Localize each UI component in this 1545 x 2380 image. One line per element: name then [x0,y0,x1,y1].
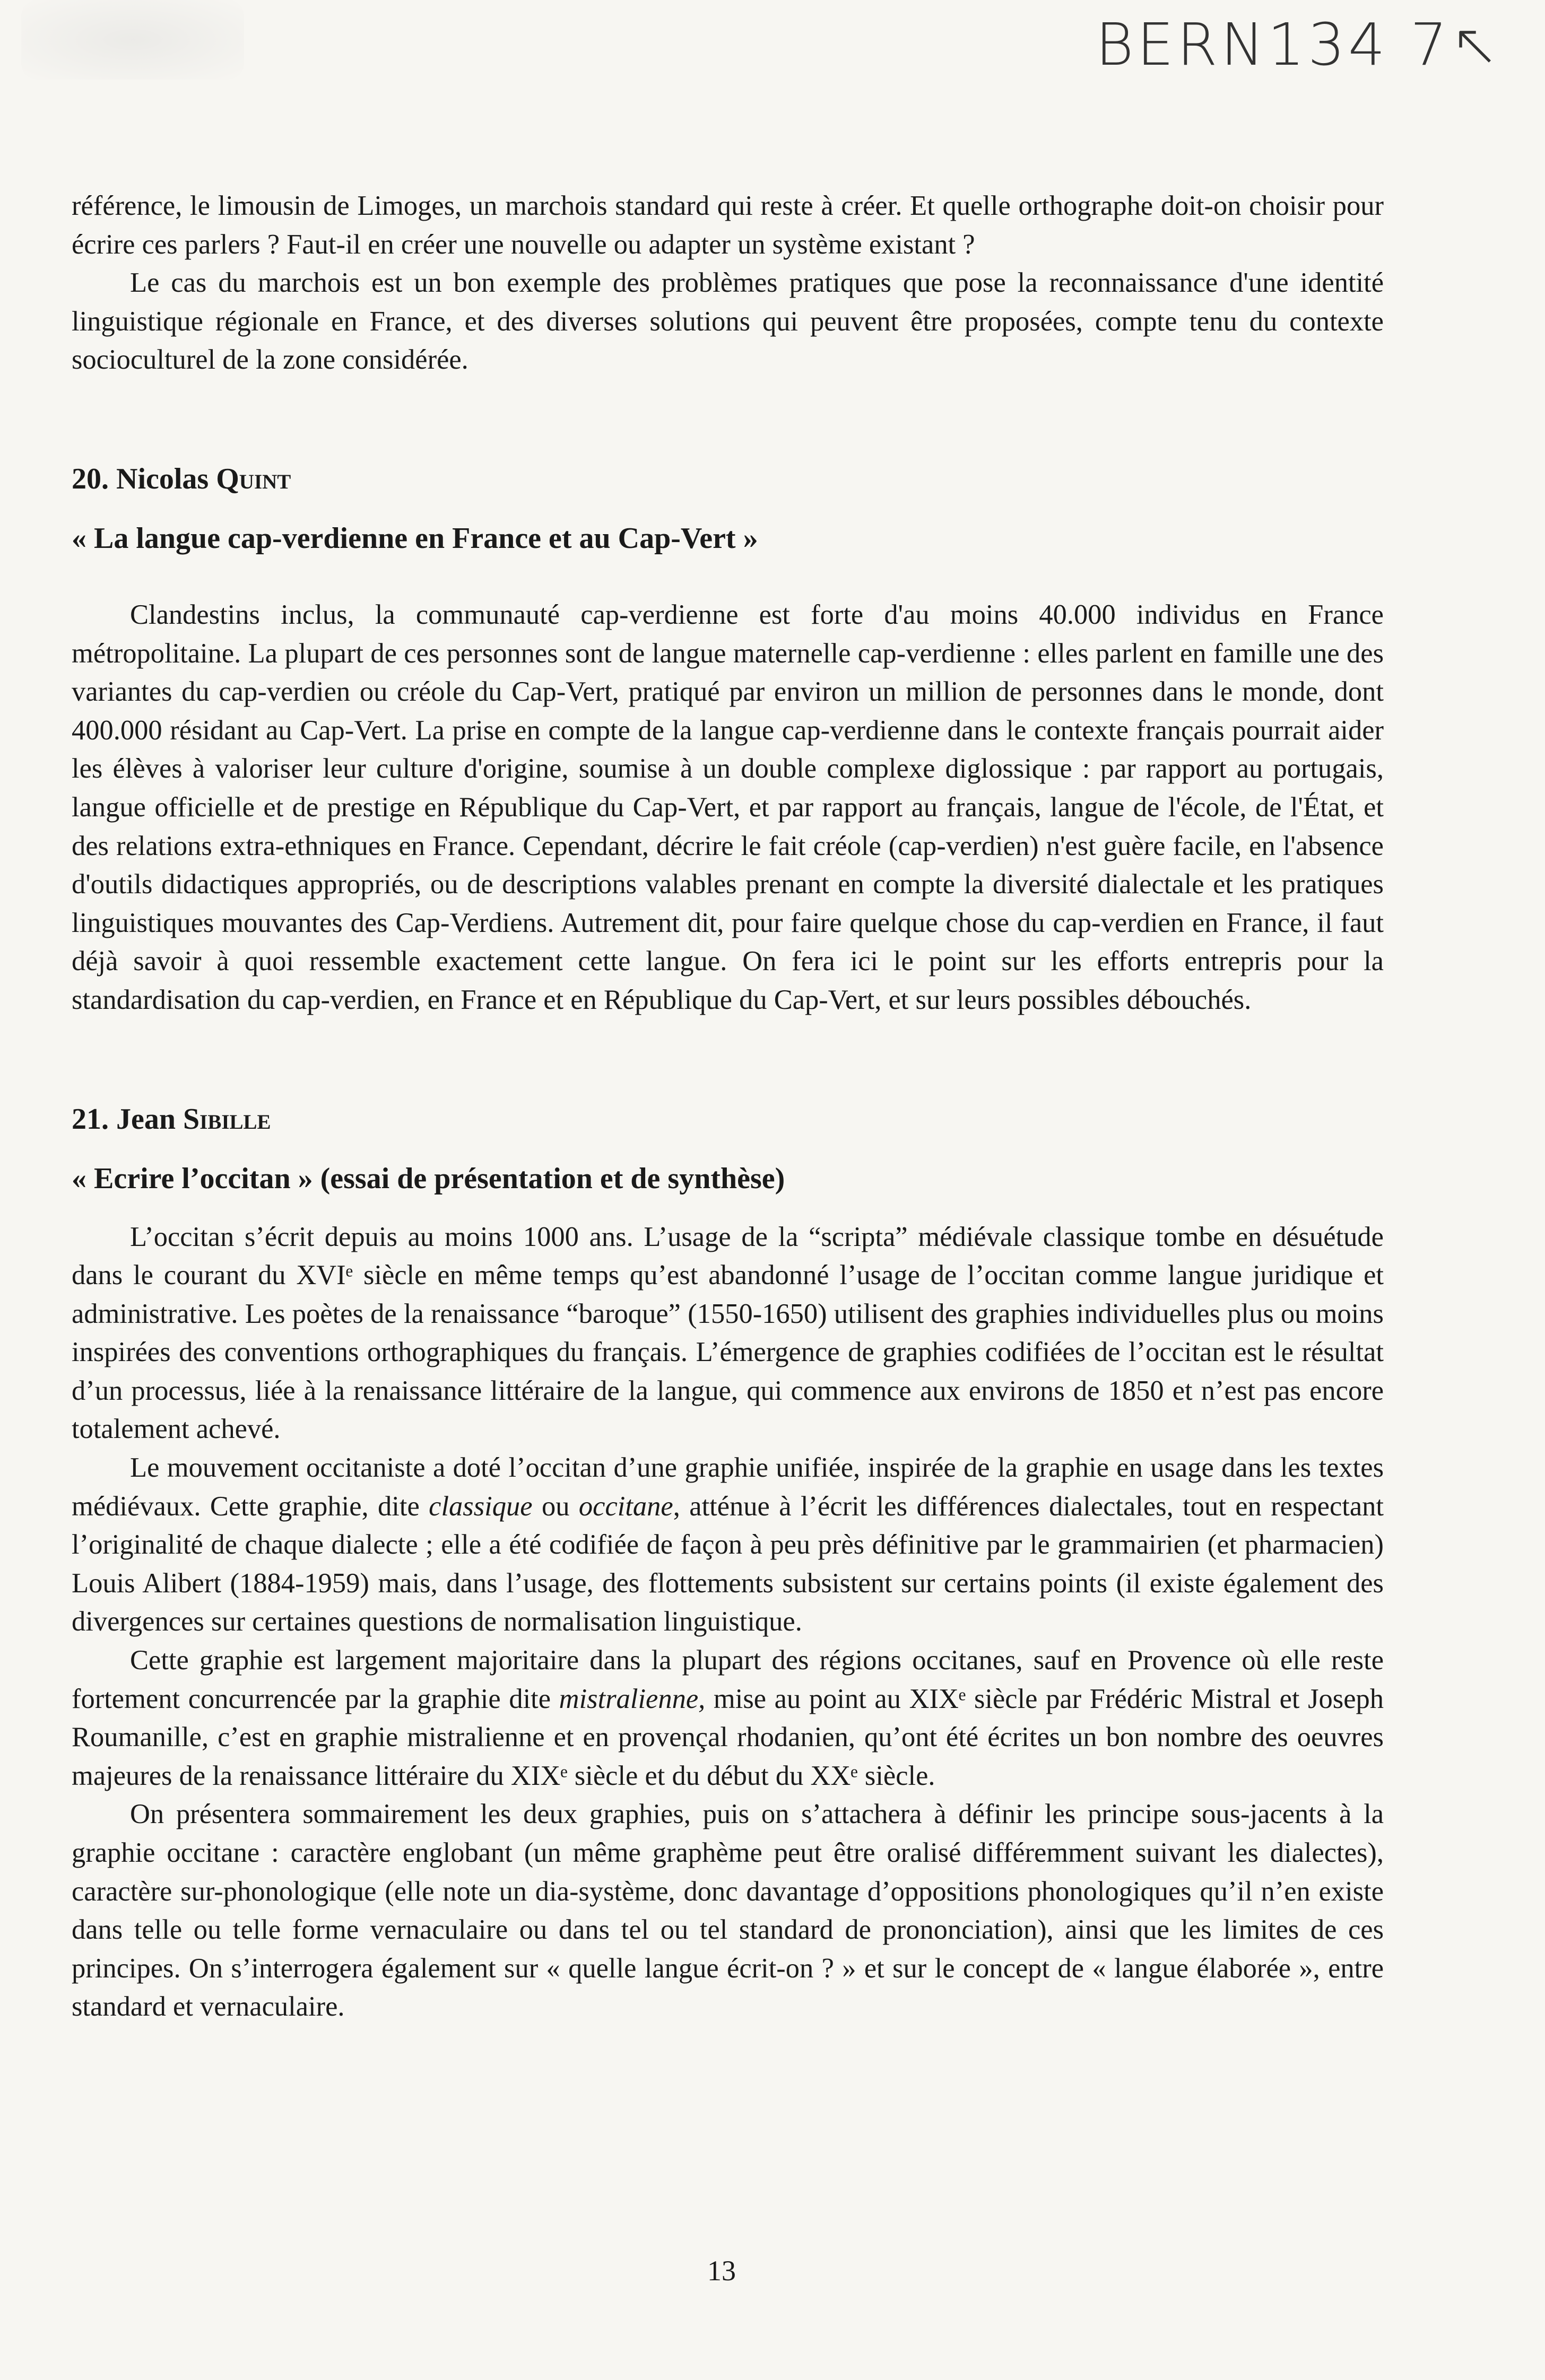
section-20-author: Quint [216,462,291,495]
text-run: Cette graphie est largement majoritaire dans la plupart des régions occitanes, sauf en Provence où elle reste fortement concurrencée par la graphie dite [72,1645,1384,1714]
section-21-paragraph-2 [72,1449,1384,1641]
section-20-title: « La langue cap-verdienne en France et au Cap-Vert » [72,521,758,555]
section-21-heading [72,1099,1384,1139]
intro-paragraph-2: Le cas du marchois est un bon exemple des problèmes pratiques que pose la reconnaissance d'une identité linguistique régionale en France, et des diverses solutions qui peuvent être proposées, compte tenu du contexte socioculturel de la zone considérée. [72,267,1384,376]
handwritten-annotation: BERN134 7↖ [1095,11,1503,79]
intro-paragraph-1: référence, le limousin de Limoges, un marchois standard qui reste à créer. Et quelle orthographe doit-on choisir pour écrire ces parlers ? Faut-il en créer une nouvelle ou adapter un système existant ? [72,190,1384,260]
spacer [72,1139,1384,1158]
section-20-heading [72,459,1384,499]
spacer [72,1199,1384,1218]
section-20-number: 20. Nicolas [72,462,216,495]
spacer [72,499,1384,518]
section-20-body: Clandestins inclus, la communauté cap-verdienne est forte d'au moins 40.000 individus en France métropolitaine. La plupart de ces personnes sont de langue maternelle cap-verdienne : elles parlent en famille une des variantes du cap-verdien ou créole du Cap-Vert, pratiqué par environ un million de personnes dans le monde, dont 400.000 résidant au Cap-Vert. La prise en compte de la langue cap-verdienne dans le contexte français pourrait aider les élèves à valoriser leur culture d'origine, soumise à un double complexe diglossique : par rapport au portugais, langue officielle et de prestige en République du Cap-Vert, et par rapport au français, langue de l'école, de l'État, et des relations extra-ethniques en France. Cependant, décrire le fait créole (cap-verdien) n'est guère facile, en l'absence d'outils didactiques appropriés, ou de descriptions valables prenant en compte la diversité dialectale et les pratiques linguistiques mouvantes des Cap-Verdiens. Autrement dit, pour faire quelque chose du cap-verdien en France, il faut déjà savoir à quoi ressemble exactement cette langue. On fera ici le point sur les efforts entrepris pour la standardisation du cap-verdien, en France et en République du Cap-Vert, et sur leurs possibles débouchés. [72,599,1384,1015]
text-run: , atténue à l’écrit les différences dialectales, tout en respectant l’originalité de chaque dialecte ; elle a été codifiée de façon à peu près définitive par le grammairien (et pharmacien) Louis Alibert (1884-1959) mais, dans l’usage, des flottements subsistent sur certains points (il existe également des divergences sur certaines questions de normalisation linguistique. [72,1490,1384,1637]
section-21-author: Sibille [183,1102,271,1136]
text-run: Le mouvement occitaniste a doté l’occitan d’une graphie unifiée, inspirée de la graphie en usage dans les textes médiévaux. Cette graphie, dite [72,1452,1384,1522]
spacer [72,379,1384,459]
text-run: ou [532,1490,579,1522]
section-21-paragraph-3 [72,1641,1384,1795]
section-21-title [72,1158,1384,1199]
italic-term: classique [429,1490,533,1522]
italic-term: occitane [578,1490,673,1522]
text-run: mise au point au XIXᵉ siècle par Frédéric Mistral et Joseph Roumanille, c’est en graphie mistralienne et en provençal rhodanien, qu’ont été écrites un bon nombre des oeuvres majeures de la renaissance littéraire du XIXᵉ siècle et du début du XXᵉ siècle. [72,1683,1384,1791]
section-21-title-rest: (essai de présentation et de synthèse) [313,1162,785,1195]
spacer [72,559,1384,596]
spacer [72,1019,1384,1099]
section-21-paragraph-4: On présentera sommairement les deux graphies, puis on s’attachera à définir les principe sous-jacents à la graphie occitane : caractère englobant (un même graphème peut être oralisé différemment suivant les dialectes), caractère sur-phonologique (elle note un dia-système, donc davantage d’oppositions phonologiques qu’il n’en existe dans telle ou telle forme vernaculaire ou dans tel ou tel standard de prononciation), ainsi que les limites de ces principes. On s’interrogera également sur « quelle langue écrit-on ? » et sur le concept de « langue élaborée », entre standard et vernaculaire. [72,1799,1384,2022]
section-21-title-quote: « Ecrire l’occitan » [72,1162,313,1195]
scan-stain [21,0,244,80]
page-number: 13 [707,2255,736,2287]
section-21-number: 21. Jean [72,1102,183,1136]
italic-term: mistralienne, [559,1683,706,1714]
document-body [72,187,1384,2380]
section-21-paragraph-1: L’occitan s’écrit depuis au moins 1000 ans. L’usage de la “scripta” médiévale classique tombe en désuétude dans le courant du XVIᵉ siècle en même temps qu’est abandonné l’usage de l’occitan comme langue juridique et administrative. Les poètes de la renaissance “baroque” (1550-1650) utilisent des graphies individuelles plus ou moins inspirées des conventions orthographiques du français. L’émergence de graphies codifiées de l’occitan est le résultat d’un processus, liée à la renaissance littéraire de la langue, qui commence aux environs de 1850 et n’est pas encore totalement achevé. [72,1221,1384,1445]
